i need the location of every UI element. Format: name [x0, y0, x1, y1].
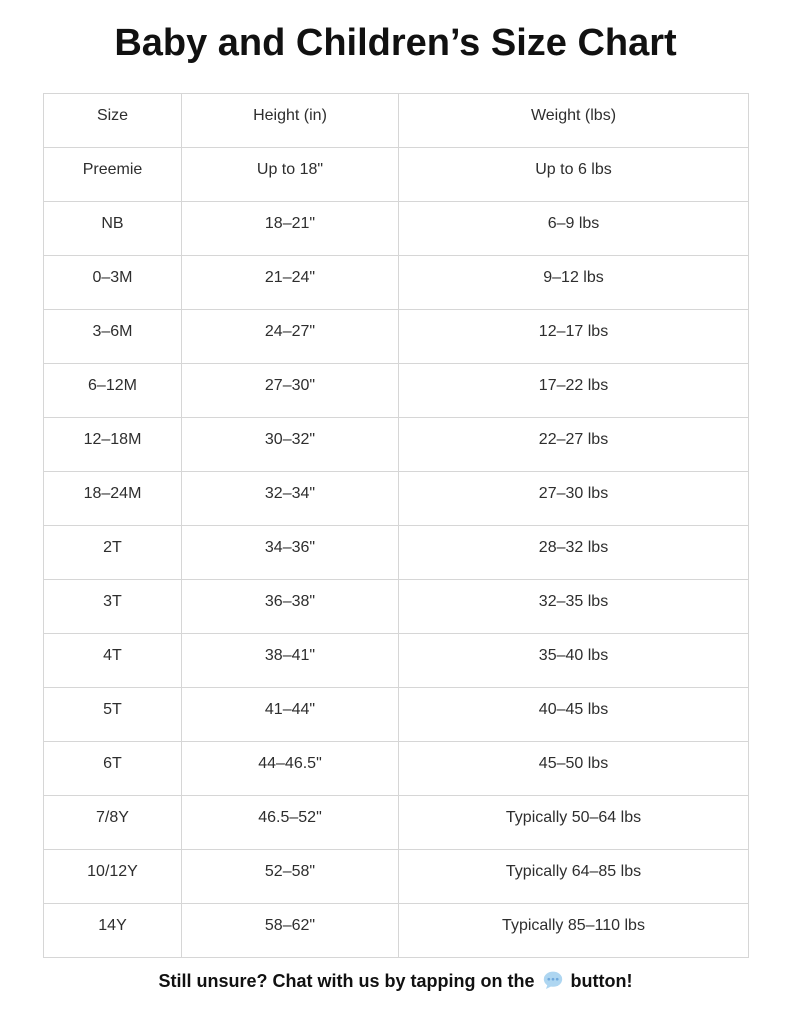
- table-cell: 38–41": [182, 634, 399, 688]
- table-cell: 32–35 lbs: [399, 580, 749, 634]
- table-cell: 27–30 lbs: [399, 472, 749, 526]
- table-cell: 12–17 lbs: [399, 310, 749, 364]
- table-cell: 21–24": [182, 256, 399, 310]
- table-cell: Up to 6 lbs: [399, 148, 749, 202]
- table-header: [44, 94, 749, 148]
- table-row: [44, 904, 749, 958]
- table-row: [44, 688, 749, 742]
- table-cell: 12–18M: [44, 418, 182, 472]
- table-cell: 10/12Y: [44, 850, 182, 904]
- table-cell: 24–27": [182, 310, 399, 364]
- column-header: Size: [44, 94, 182, 148]
- table-cell: 44–46.5": [182, 742, 399, 796]
- table-cell: 45–50 lbs: [399, 742, 749, 796]
- table-row: [44, 202, 749, 256]
- table-cell: 18–24M: [44, 472, 182, 526]
- header-row: [44, 94, 749, 148]
- table-cell: Typically 64–85 lbs: [399, 850, 749, 904]
- table-row: [44, 148, 749, 202]
- table-cell: 6–12M: [44, 364, 182, 418]
- table-cell: 0–3M: [44, 256, 182, 310]
- table-cell: 32–34": [182, 472, 399, 526]
- table-cell: 40–45 lbs: [399, 688, 749, 742]
- table-cell: 58–62": [182, 904, 399, 958]
- table-cell: Typically 50–64 lbs: [399, 796, 749, 850]
- table-cell: NB: [44, 202, 182, 256]
- table-cell: 35–40 lbs: [399, 634, 749, 688]
- table-cell: Typically 85–110 lbs: [399, 904, 749, 958]
- table-cell: 7/8Y: [44, 796, 182, 850]
- table-cell: 5T: [44, 688, 182, 742]
- table-row: [44, 310, 749, 364]
- table-body: [44, 148, 749, 958]
- table-row: [44, 472, 749, 526]
- footer-note: [0, 968, 791, 997]
- table-row: [44, 796, 749, 850]
- table-cell: 52–58": [182, 850, 399, 904]
- table-cell: 9–12 lbs: [399, 256, 749, 310]
- table-row: [44, 256, 749, 310]
- size-chart-table: [43, 93, 749, 958]
- table-row: [44, 850, 749, 904]
- table-row: [44, 364, 749, 418]
- table-cell: 46.5–52": [182, 796, 399, 850]
- table-cell: 27–30": [182, 364, 399, 418]
- footer-text-before: Still unsure? Chat with us by tapping on the: [158, 971, 535, 991]
- table-cell: 28–32 lbs: [399, 526, 749, 580]
- table-cell: Preemie: [44, 148, 182, 202]
- table-cell: 41–44": [182, 688, 399, 742]
- table-cell: 17–22 lbs: [399, 364, 749, 418]
- table-cell: 36–38": [182, 580, 399, 634]
- table-row: [44, 742, 749, 796]
- table-row: [44, 580, 749, 634]
- table-row: [44, 418, 749, 472]
- table-cell: Up to 18": [182, 148, 399, 202]
- table-cell: 4T: [44, 634, 182, 688]
- table-cell: 6T: [44, 742, 182, 796]
- footer-text-after: button!: [570, 971, 633, 991]
- table-cell: 34–36": [182, 526, 399, 580]
- table-cell: 30–32": [182, 418, 399, 472]
- table-row: [44, 634, 749, 688]
- table-cell: 14Y: [44, 904, 182, 958]
- table-cell: 6–9 lbs: [399, 202, 749, 256]
- table-cell: 2T: [44, 526, 182, 580]
- table-cell: 3–6M: [44, 310, 182, 364]
- table-row: [44, 526, 749, 580]
- column-header: Weight (lbs): [399, 94, 749, 148]
- table-cell: 3T: [44, 580, 182, 634]
- page-title: Baby and Children’s Size Chart: [114, 22, 677, 64]
- table-cell: 18–21": [182, 202, 399, 256]
- table-cell: 22–27 lbs: [399, 418, 749, 472]
- speech-balloon-icon: [543, 971, 563, 997]
- column-header: Height (in): [182, 94, 399, 148]
